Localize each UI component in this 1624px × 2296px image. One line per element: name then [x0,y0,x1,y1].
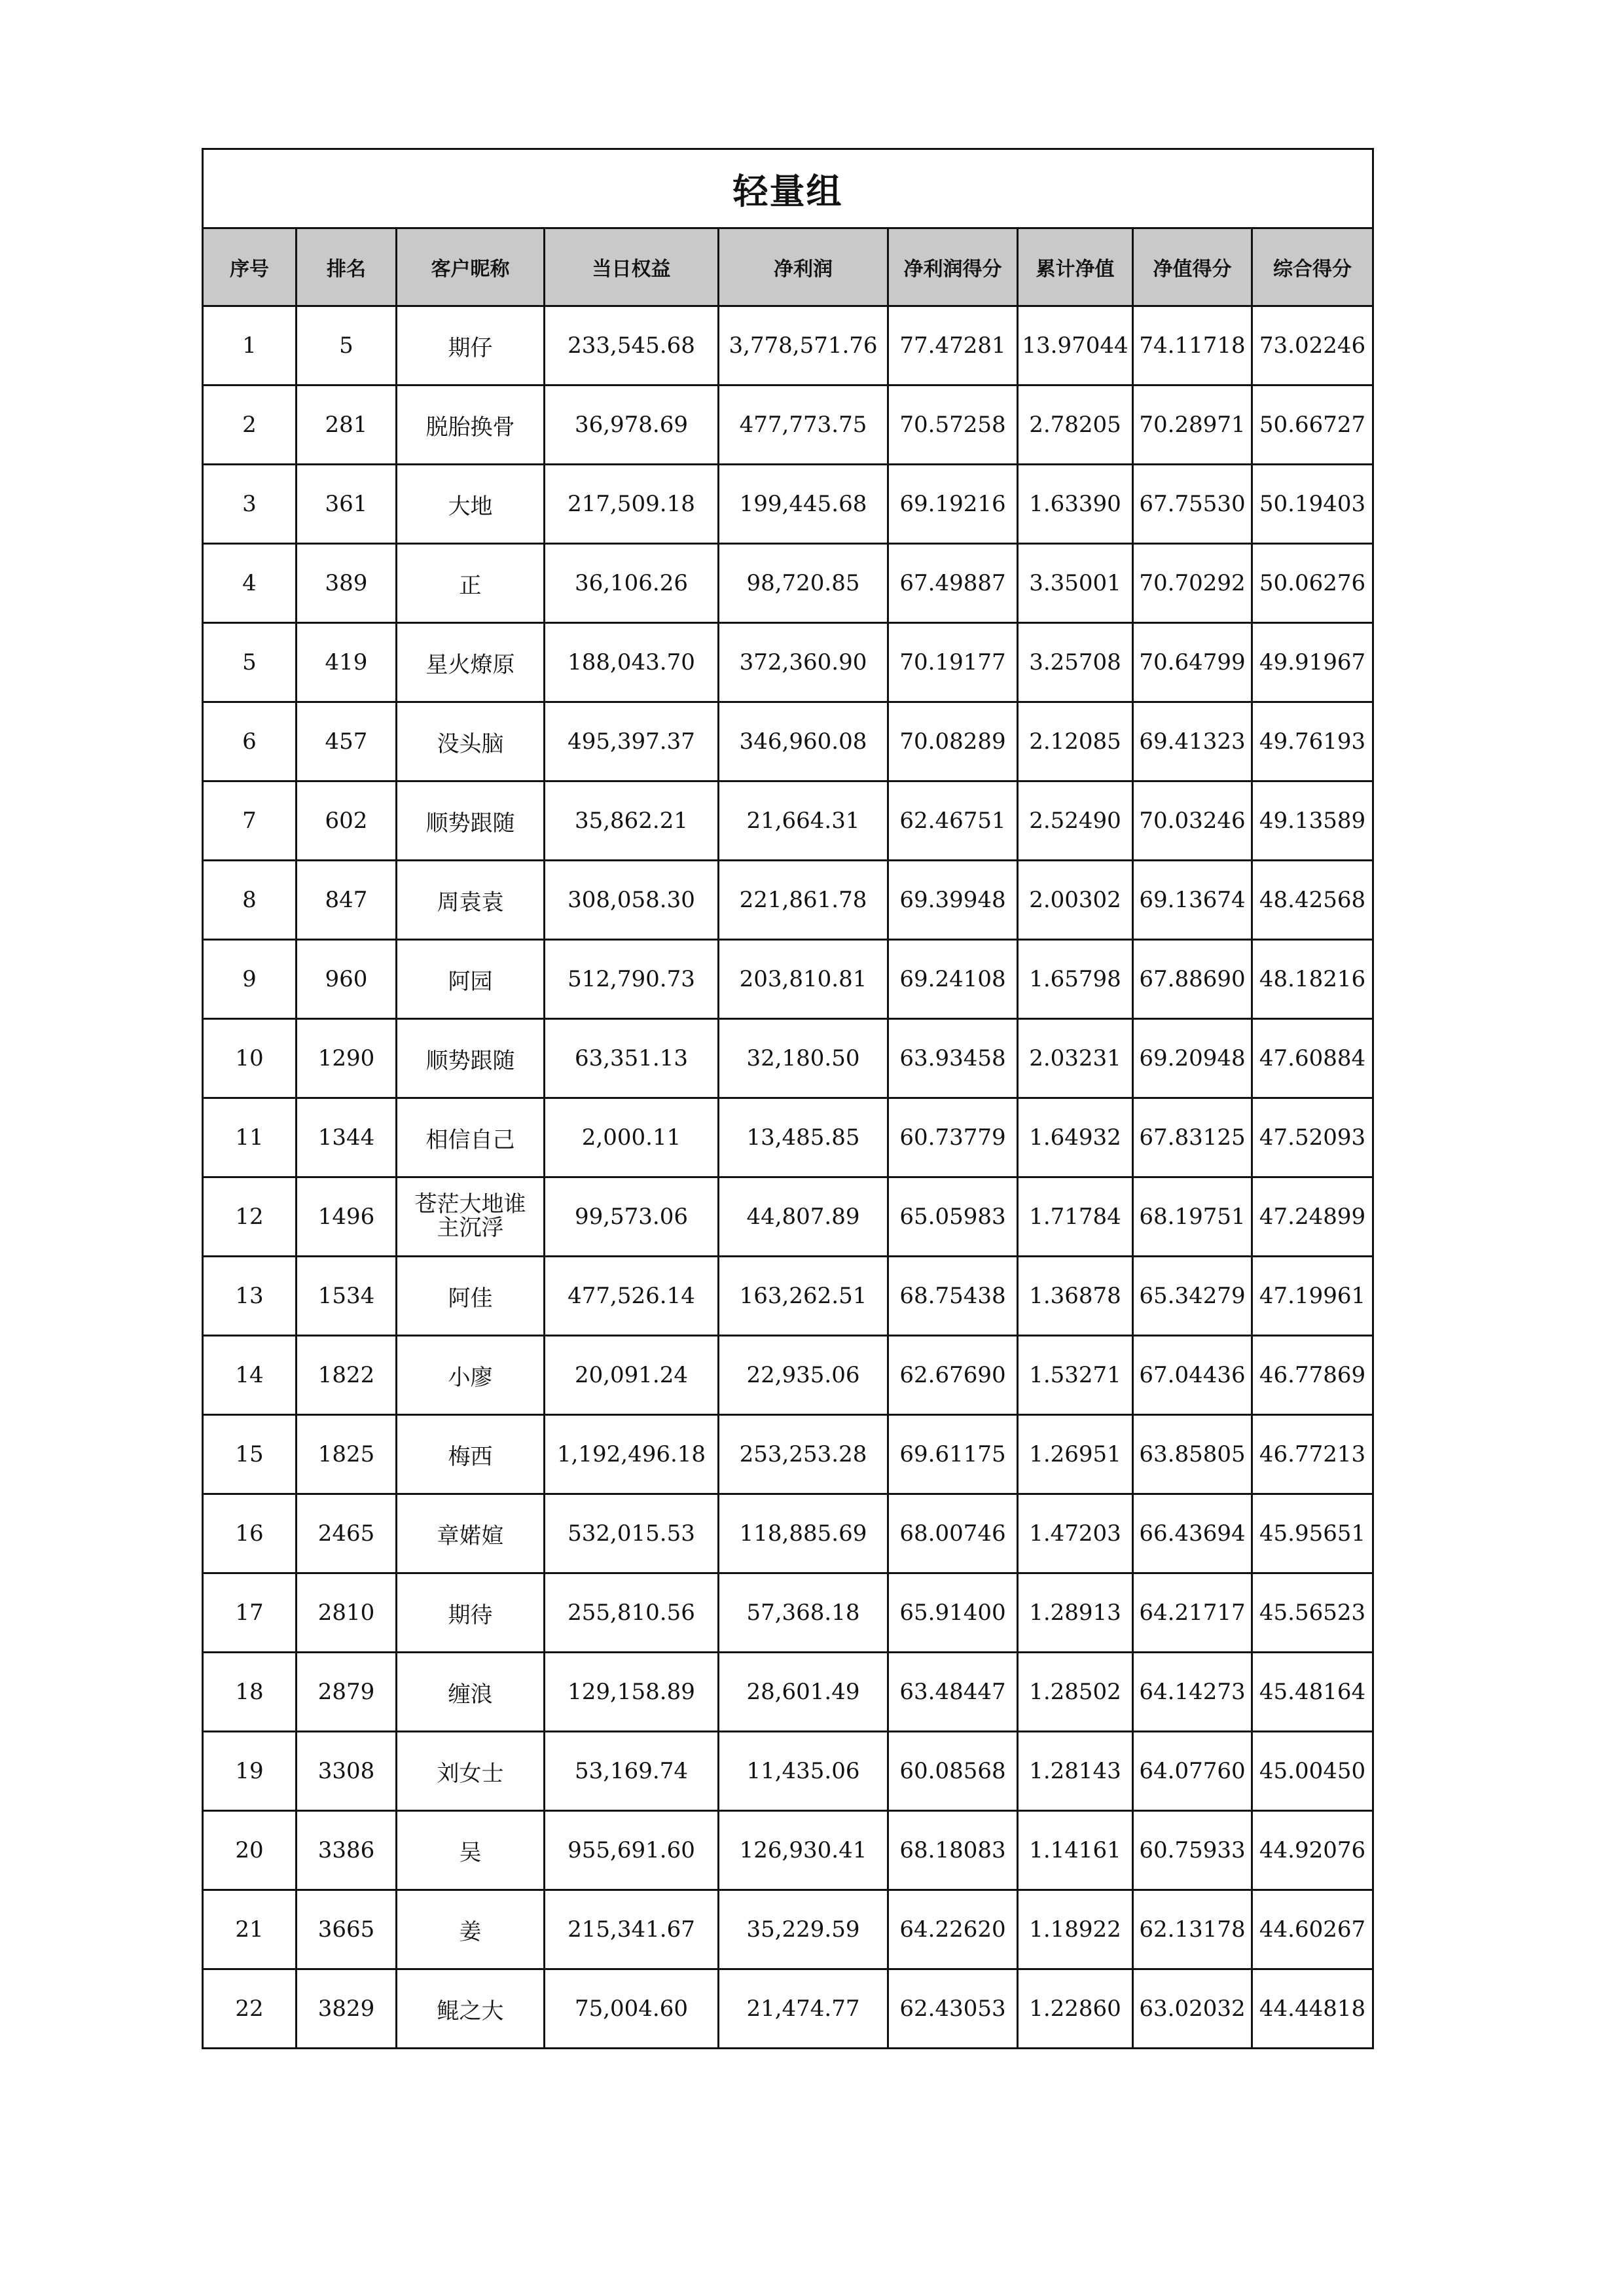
cell-rank: 3386 [297,1811,397,1890]
cell-total-score: 47.24899 [1252,1177,1373,1257]
cell-nav-score: 67.04436 [1133,1336,1252,1415]
cell-seq: 19 [203,1732,297,1811]
cell-total-score: 47.19961 [1252,1257,1373,1336]
cell-equity: 477,526.14 [545,1257,719,1336]
ranking-table [202,148,1374,2049]
table-body [203,306,1373,2049]
cell-seq: 1 [203,306,297,386]
cell-total-score: 49.76193 [1252,702,1373,781]
cell-seq: 3 [203,465,297,544]
cell-net-profit: 13,485.85 [719,1098,888,1177]
cell-equity: 99,573.06 [545,1177,719,1257]
cell-cum-nav: 1.22860 [1018,1969,1133,2049]
cell-nav-score: 64.21717 [1133,1573,1252,1653]
cell-total-score: 50.19403 [1252,465,1373,544]
cell-equity: 532,015.53 [545,1494,719,1573]
cell-equity: 215,341.67 [545,1890,719,1969]
cell-seq: 5 [203,623,297,702]
cell-nav-score: 69.13674 [1133,861,1252,940]
cell-nav-score: 64.07760 [1133,1732,1252,1811]
cell-total-score: 47.52093 [1252,1098,1373,1177]
cell-total-score: 45.48164 [1252,1653,1373,1732]
cell-profit-score: 65.05983 [888,1177,1018,1257]
cell-rank: 3665 [297,1890,397,1969]
cell-nav-score: 69.41323 [1133,702,1252,781]
cell-nav-score: 67.88690 [1133,940,1252,1019]
cell-equity: 129,158.89 [545,1653,719,1732]
table-row [203,386,1373,465]
cell-profit-score: 62.43053 [888,1969,1018,2049]
cell-total-score: 49.91967 [1252,623,1373,702]
table-row [203,1177,1373,1257]
cell-rank: 2465 [297,1494,397,1573]
table-row [203,940,1373,1019]
cell-equity: 35,862.21 [545,781,719,861]
cell-nickname: 星火燎原 [397,623,545,702]
cell-net-profit: 44,807.89 [719,1177,888,1257]
cell-seq: 15 [203,1415,297,1494]
cell-total-score: 45.56523 [1252,1573,1373,1653]
cell-seq: 4 [203,544,297,623]
cell-cum-nav: 2.03231 [1018,1019,1133,1098]
cell-nav-score: 66.43694 [1133,1494,1252,1573]
cell-net-profit: 3,778,571.76 [719,306,888,386]
cell-nickname: 正 [397,544,545,623]
table-row [203,1732,1373,1811]
header-nickname: 客户昵称 [397,228,545,306]
cell-rank: 3829 [297,1969,397,2049]
cell-rank: 2879 [297,1653,397,1732]
cell-rank: 361 [297,465,397,544]
cell-equity: 20,091.24 [545,1336,719,1415]
cell-profit-score: 68.18083 [888,1811,1018,1890]
cell-nickname: 脱胎换骨 [397,386,545,465]
cell-cum-nav: 1.14161 [1018,1811,1133,1890]
table-row [203,1969,1373,2049]
cell-cum-nav: 3.35001 [1018,544,1133,623]
cell-profit-score: 68.00746 [888,1494,1018,1573]
cell-nickname: 相信自己 [397,1098,545,1177]
table-row [203,1098,1373,1177]
cell-nav-score: 70.03246 [1133,781,1252,861]
cell-net-profit: 372,360.90 [719,623,888,702]
cell-rank: 1496 [297,1177,397,1257]
cell-cum-nav: 13.97044 [1018,306,1133,386]
cell-nav-score: 67.83125 [1133,1098,1252,1177]
cell-rank: 389 [297,544,397,623]
cell-cum-nav: 2.00302 [1018,861,1133,940]
cell-seq: 13 [203,1257,297,1336]
cell-seq: 6 [203,702,297,781]
cell-cum-nav: 1.65798 [1018,940,1133,1019]
table-row [203,702,1373,781]
cell-nickname: 期仔 [397,306,545,386]
cell-nickname: 章婼媗 [397,1494,545,1573]
table-row [203,1494,1373,1573]
cell-profit-score: 69.19216 [888,465,1018,544]
cell-equity: 36,978.69 [545,386,719,465]
cell-nickname: 缠浪 [397,1653,545,1732]
table-title: 轻量组 [203,149,1373,228]
cell-profit-score: 60.73779 [888,1098,1018,1177]
cell-cum-nav: 1.63390 [1018,465,1133,544]
cell-rank: 1534 [297,1257,397,1336]
cell-net-profit: 221,861.78 [719,861,888,940]
cell-nav-score: 69.20948 [1133,1019,1252,1098]
cell-nickname: 没头脑 [397,702,545,781]
table-row [203,306,1373,386]
header-profit-score: 净利润得分 [888,228,1018,306]
cell-rank: 5 [297,306,397,386]
cell-nickname: 吴 [397,1811,545,1890]
cell-net-profit: 477,773.75 [719,386,888,465]
cell-rank: 1344 [297,1098,397,1177]
cell-total-score: 45.95651 [1252,1494,1373,1573]
cell-nav-score: 65.34279 [1133,1257,1252,1336]
table-row [203,544,1373,623]
header-total-score: 综合得分 [1252,228,1373,306]
cell-seq: 12 [203,1177,297,1257]
cell-nickname: 期待 [397,1573,545,1653]
cell-nickname: 苍茫大地谁 主沉浮 [397,1177,545,1257]
cell-total-score: 49.13589 [1252,781,1373,861]
cell-nav-score: 74.11718 [1133,306,1252,386]
cell-cum-nav: 3.25708 [1018,623,1133,702]
cell-profit-score: 70.57258 [888,386,1018,465]
cell-net-profit: 22,935.06 [719,1336,888,1415]
table-row [203,1257,1373,1336]
cell-equity: 188,043.70 [545,623,719,702]
cell-nickname: 阿佳 [397,1257,545,1336]
cell-cum-nav: 1.28143 [1018,1732,1133,1811]
cell-rank: 602 [297,781,397,861]
cell-nickname: 阿园 [397,940,545,1019]
cell-total-score: 44.60267 [1252,1890,1373,1969]
cell-cum-nav: 1.18922 [1018,1890,1133,1969]
cell-rank: 457 [297,702,397,781]
cell-nav-score: 68.19751 [1133,1177,1252,1257]
table-row [203,1336,1373,1415]
cell-nickname: 梅西 [397,1415,545,1494]
cell-rank: 419 [297,623,397,702]
cell-profit-score: 69.39948 [888,861,1018,940]
cell-nav-score: 60.75933 [1133,1811,1252,1890]
cell-net-profit: 203,810.81 [719,940,888,1019]
cell-profit-score: 68.75438 [888,1257,1018,1336]
cell-seq: 18 [203,1653,297,1732]
cell-nav-score: 63.85805 [1133,1415,1252,1494]
table-row [203,781,1373,861]
cell-nav-score: 62.13178 [1133,1890,1252,1969]
cell-cum-nav: 2.78205 [1018,386,1133,465]
cell-seq: 17 [203,1573,297,1653]
cell-profit-score: 62.67690 [888,1336,1018,1415]
cell-profit-score: 63.93458 [888,1019,1018,1098]
cell-seq: 11 [203,1098,297,1177]
cell-nav-score: 70.28971 [1133,386,1252,465]
cell-equity: 512,790.73 [545,940,719,1019]
cell-net-profit: 199,445.68 [719,465,888,544]
table-row [203,1653,1373,1732]
cell-net-profit: 98,720.85 [719,544,888,623]
cell-net-profit: 253,253.28 [719,1415,888,1494]
cell-cum-nav: 2.12085 [1018,702,1133,781]
cell-rank: 2810 [297,1573,397,1653]
cell-profit-score: 62.46751 [888,781,1018,861]
cell-seq: 22 [203,1969,297,2049]
cell-nickname: 顺势跟随 [397,781,545,861]
cell-seq: 20 [203,1811,297,1890]
cell-profit-score: 69.61175 [888,1415,1018,1494]
cell-seq: 2 [203,386,297,465]
cell-seq: 21 [203,1890,297,1969]
table-row [203,1019,1373,1098]
table-row [203,1573,1373,1653]
cell-seq: 8 [203,861,297,940]
cell-net-profit: 118,885.69 [719,1494,888,1573]
header-row [203,228,1373,306]
header-equity: 当日权益 [545,228,719,306]
cell-equity: 233,545.68 [545,306,719,386]
cell-nav-score: 70.70292 [1133,544,1252,623]
cell-equity: 63,351.13 [545,1019,719,1098]
cell-equity: 75,004.60 [545,1969,719,2049]
cell-cum-nav: 1.47203 [1018,1494,1133,1573]
cell-cum-nav: 1.28913 [1018,1573,1133,1653]
cell-cum-nav: 1.64932 [1018,1098,1133,1177]
cell-seq: 16 [203,1494,297,1573]
cell-nav-score: 63.02032 [1133,1969,1252,2049]
header-seq: 序号 [203,228,297,306]
cell-net-profit: 28,601.49 [719,1653,888,1732]
cell-cum-nav: 1.26951 [1018,1415,1133,1494]
cell-equity: 955,691.60 [545,1811,719,1890]
cell-nickname: 顺势跟随 [397,1019,545,1098]
cell-net-profit: 21,664.31 [719,781,888,861]
cell-total-score: 73.02246 [1252,306,1373,386]
cell-nickname: 刘女士 [397,1732,545,1811]
cell-cum-nav: 2.52490 [1018,781,1133,861]
cell-net-profit: 21,474.77 [719,1969,888,2049]
header-rank: 排名 [297,228,397,306]
cell-rank: 3308 [297,1732,397,1811]
cell-seq: 9 [203,940,297,1019]
cell-equity: 217,509.18 [545,465,719,544]
cell-nav-score: 70.64799 [1133,623,1252,702]
cell-cum-nav: 1.71784 [1018,1177,1133,1257]
cell-equity: 36,106.26 [545,544,719,623]
cell-net-profit: 35,229.59 [719,1890,888,1969]
cell-profit-score: 77.47281 [888,306,1018,386]
cell-equity: 53,169.74 [545,1732,719,1811]
cell-net-profit: 126,930.41 [719,1811,888,1890]
cell-total-score: 48.42568 [1252,861,1373,940]
cell-cum-nav: 1.36878 [1018,1257,1133,1336]
cell-rank: 1822 [297,1336,397,1415]
cell-seq: 7 [203,781,297,861]
table-row [203,1890,1373,1969]
cell-total-score: 47.60884 [1252,1019,1373,1098]
cell-profit-score: 60.08568 [888,1732,1018,1811]
header-nav-score: 净值得分 [1133,228,1252,306]
cell-nickname: 小廖 [397,1336,545,1415]
cell-equity: 495,397.37 [545,702,719,781]
cell-profit-score: 70.08289 [888,702,1018,781]
cell-net-profit: 57,368.18 [719,1573,888,1653]
table-row [203,1811,1373,1890]
cell-total-score: 45.00450 [1252,1732,1373,1811]
cell-total-score: 46.77213 [1252,1415,1373,1494]
cell-total-score: 44.92076 [1252,1811,1373,1890]
ranking-sheet [202,148,1372,2049]
cell-profit-score: 64.22620 [888,1890,1018,1969]
cell-total-score: 46.77869 [1252,1336,1373,1415]
cell-seq: 14 [203,1336,297,1415]
cell-cum-nav: 1.28502 [1018,1653,1133,1732]
cell-rank: 281 [297,386,397,465]
cell-equity: 255,810.56 [545,1573,719,1653]
cell-total-score: 48.18216 [1252,940,1373,1019]
cell-net-profit: 11,435.06 [719,1732,888,1811]
cell-profit-score: 63.48447 [888,1653,1018,1732]
header-cum-nav: 累计净值 [1018,228,1133,306]
cell-total-score: 44.44818 [1252,1969,1373,2049]
cell-rank: 960 [297,940,397,1019]
header-net-profit: 净利润 [719,228,888,306]
cell-profit-score: 70.19177 [888,623,1018,702]
cell-net-profit: 163,262.51 [719,1257,888,1336]
cell-net-profit: 32,180.50 [719,1019,888,1098]
cell-rank: 1825 [297,1415,397,1494]
table-row [203,623,1373,702]
table-row [203,861,1373,940]
cell-equity: 1,192,496.18 [545,1415,719,1494]
cell-seq: 10 [203,1019,297,1098]
cell-nav-score: 64.14273 [1133,1653,1252,1732]
cell-net-profit: 346,960.08 [719,702,888,781]
cell-profit-score: 69.24108 [888,940,1018,1019]
cell-nickname: 大地 [397,465,545,544]
cell-nickname: 姜 [397,1890,545,1969]
table-row [203,465,1373,544]
cell-equity: 2,000.11 [545,1098,719,1177]
cell-total-score: 50.66727 [1252,386,1373,465]
cell-profit-score: 67.49887 [888,544,1018,623]
cell-rank: 1290 [297,1019,397,1098]
table-row [203,1415,1373,1494]
cell-rank: 847 [297,861,397,940]
cell-total-score: 50.06276 [1252,544,1373,623]
cell-equity: 308,058.30 [545,861,719,940]
cell-nav-score: 67.75530 [1133,465,1252,544]
cell-nickname: 鲲之大 [397,1969,545,2049]
cell-profit-score: 65.91400 [888,1573,1018,1653]
cell-cum-nav: 1.53271 [1018,1336,1133,1415]
cell-nickname: 周袁袁 [397,861,545,940]
